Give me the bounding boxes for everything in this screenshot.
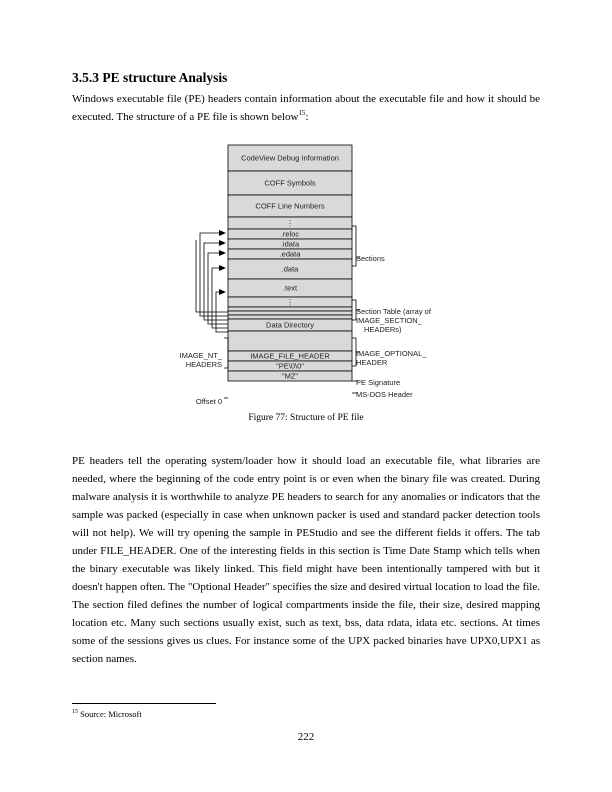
pe-box-label-9: ⋮ — [286, 297, 294, 307]
label-optional-header-1: IMAGE_OPTIONAL_ — [356, 349, 427, 358]
footnote-divider — [72, 703, 216, 704]
pe-box-label-3: ⋮ — [286, 218, 294, 228]
pe-box-label-16: "PE\0\0" — [276, 361, 304, 371]
page-number: 222 — [297, 731, 315, 743]
intro-text: Windows executable file (PE) headers contain information about the executable file and how it should be executed. The structure of a PE file is shown below — [72, 93, 540, 123]
label-nt-headers-2: HEADERS — [185, 360, 222, 369]
intro-end: : — [305, 111, 309, 123]
footnote — [72, 709, 142, 719]
pe-box-label-8: .text — [282, 283, 298, 293]
label-offset-zero: Offset 0 — [195, 397, 222, 406]
label-msdos-header: MS-DOS Header — [356, 390, 413, 399]
pe-box-14 — [228, 331, 352, 351]
pe-box-10 — [228, 307, 352, 311]
section-heading: 3.5.3 PE structure Analysis — [72, 70, 228, 85]
pe-box-label-13: Data Directory — [266, 320, 314, 330]
footnote-number: 15 — [72, 709, 78, 715]
body-paragraph: PE headers tell the operating system/loader how it should load an executable file, what libraries are needed, where the beginning of the code entry point is or even when the binary file was created. During malware analysis it is worthwhile to analyze PE headers to search for any anomalies or indicators that the sample was packed (especially in case when unknown packer is used and standard packer detection tools will not help). We will try opening the sample in PEStudio and see the different fields it offers. The tab under FILE_HEADER. One of the interesting fields in this section is Time Date Stamp which tells when the binary executable was likely linked. This field might have been intentionally tampered with but it doesn't happen often. The "Optional Header" specifies the size and desired virtual location to load the file. The section filed defines the number of logical compartments inside the file, their size, desired mapping location etc. Many such sections usually exist, such as text, bss, data rdata, idata etc. sections. At times some of the sessions gives us clues. For instance some of the UPX packed binaries have UPX0,UPX1 as section names. — [72, 455, 540, 665]
footnote-text: Source: Microsoft — [80, 709, 142, 719]
label-section-table-3: HEADERs) — [364, 325, 402, 334]
pe-box-label-15: IMAGE_FILE_HEADER — [250, 351, 330, 361]
label-sections: Sections — [356, 254, 385, 263]
label-nt-headers-1: IMAGE_NT_ — [179, 351, 222, 360]
label-section-table-2: IMAGE_SECTION_ — [356, 316, 422, 325]
pe-box-label-4: .reloc — [280, 229, 300, 239]
pe-box-label-6: .edata — [279, 249, 301, 259]
footnote-ref: 15 — [298, 109, 306, 117]
pe-box-label-1: COFF Symbols — [264, 178, 316, 188]
pe-box-11 — [228, 311, 352, 315]
pe-box-label-17: "MZ" — [281, 371, 299, 381]
label-section-table-1: Section Table (array of — [356, 307, 431, 316]
figure-caption: Figure 77: Structure of PE file — [248, 413, 364, 423]
pe-box-12 — [228, 315, 352, 319]
label-optional-header-2: HEADER — [356, 358, 388, 367]
pe-box-label-0: CodeView Debug Information — [241, 153, 339, 163]
pe-box-label-7: .data — [281, 264, 299, 274]
pe-box-label-5: .idata — [280, 239, 300, 249]
label-pe-signature: PE Signature — [356, 378, 401, 387]
pe-box-label-2: COFF Line Numbers — [255, 201, 325, 211]
